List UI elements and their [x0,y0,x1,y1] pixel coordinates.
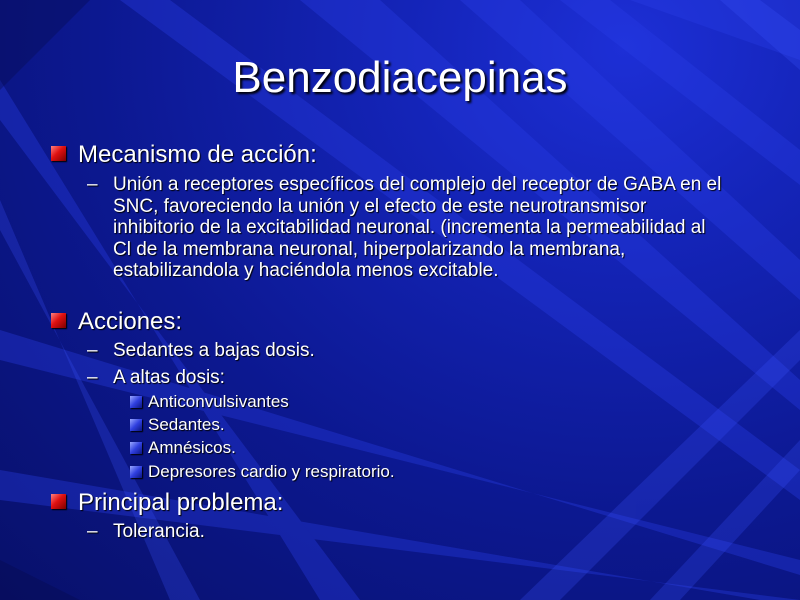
blue-square-bullet-icon [130,466,142,478]
slide-title: Benzodiacepinas [232,53,568,102]
red-square-bullet-icon [51,146,66,161]
blue-square-bullet-icon [130,419,142,431]
blue-square-bullet-icon [130,442,142,454]
section-heading-problema: Principal problema: [78,489,284,516]
acciones-item-1: Sedantes a bajas dosis. [113,340,315,361]
dash-bullet-icon: – [87,367,98,388]
acciones-subitem-1: Anticonvulsivantes [148,392,289,411]
dash-bullet-icon: – [87,174,98,195]
acciones-item-2: A altas dosis: [113,367,225,388]
red-square-bullet-icon [51,313,66,328]
section-heading-acciones: Acciones: [78,308,183,335]
problema-item-1: Tolerancia. [113,521,205,542]
blue-square-bullet-icon [130,396,142,408]
section-heading-mecanismo: Mecanismo de acción: [78,141,317,168]
red-square-bullet-icon [51,494,66,509]
acciones-subitem-2: Sedantes. [148,415,225,434]
acciones-subitem-3: Amnésicos. [148,438,236,457]
acciones-subitem-4: Depresores cardio y respiratorio. [148,462,395,481]
mecanismo-description: Unión a receptores específicos del complejo del receptor de GABA en el SNC, favoreciendo la unión y el efecto de este neurotransmisor inhibitorio de la excitabilidad neuronal. (incrementa la permeabilidad al Cl de la membrana neuronal, hiperpolarizando la membrana, estabilizandola y haciéndola menos excitable. [113,174,722,281]
dash-bullet-icon: – [87,521,98,542]
dash-bullet-icon: – [87,340,98,361]
